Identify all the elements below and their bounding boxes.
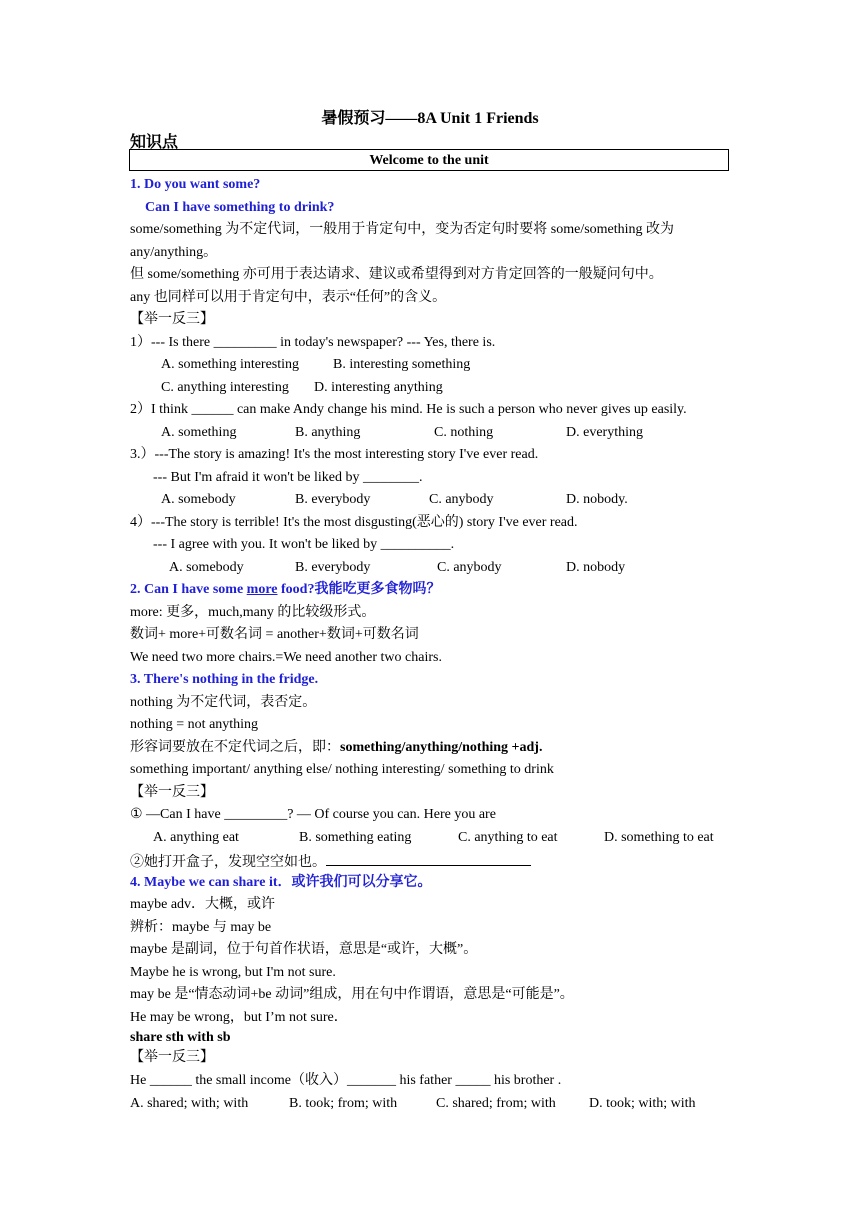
option-d: D. something to eat [604, 830, 714, 845]
point-3-text-1: nothing 为不定代词，表否定。 [130, 695, 317, 710]
point-2-heading-pre: 2. Can I have some [130, 582, 247, 597]
option-c: C. anybody [429, 492, 494, 507]
question-3-reply: --- But I'm afraid it won't be liked by ________. [153, 470, 423, 485]
point-1-heading: 1. Do you want some? [130, 177, 261, 192]
option-a: A. shared; with; with [130, 1096, 249, 1111]
question-2-text: ②她打开盒子，发现空空如也。 [130, 855, 326, 870]
point-2-heading-post: food?我能吃更多食物吗？ [277, 582, 441, 597]
option-a: A. somebody [161, 492, 236, 507]
question-1: 1）--- Is there _________ in today's newspaper? --- Yes, there is. [130, 335, 496, 350]
point-3-text-4: something important/ anything else/ nothing interesting/ something to drink [130, 762, 554, 777]
question-3: 3.）---The story is amazing! It's the most interesting story I've ever read. [130, 447, 539, 462]
option-d: D. nobody [566, 560, 626, 575]
option-b: B. everybody [295, 560, 371, 575]
option-d: D. everything [566, 425, 643, 440]
point-1-text-4: any 也同样可以用于肯定句中，表示“任何”的含义。 [130, 290, 447, 305]
option-a: A. something [161, 425, 237, 440]
point-2-heading [130, 581, 440, 599]
answer-blank [326, 851, 531, 866]
option-d: D. nobody. [566, 492, 628, 507]
option-c: C. shared; from; with [436, 1096, 556, 1111]
option-a: A. something interesting [161, 357, 300, 372]
option-d: D. interesting anything [314, 380, 443, 395]
option-b: B. something eating [299, 830, 412, 845]
option-a: A. anything eat [153, 830, 239, 845]
exercise-label: 【举一反三】 [130, 312, 214, 327]
option-c: C. anything interesting [161, 380, 289, 395]
point-4-text-3: maybe 是副词，位于句首作状语，意思是“或许，大概”。 [130, 942, 478, 957]
point-2-heading-keyword: more [246, 582, 278, 597]
point-2-text-1: more: 更多，much,many 的比较级形式。 [130, 605, 376, 620]
question-2 [130, 851, 531, 872]
point-2-text-3: We need two more chairs.=We need another two chairs. [130, 650, 442, 665]
option-c: C. anybody [437, 560, 502, 575]
point-4-text-2: 辨析：maybe 与 may be [130, 920, 272, 935]
exercise-label: 【举一反三】 [130, 1050, 214, 1065]
point-3-heading: 3. There's nothing in the fridge. [130, 672, 319, 687]
option-b: B. everybody [295, 492, 371, 507]
point-4-text-5: may be 是“情态动词+be 动词”组成，用在句中作谓语，意思是“可能是”。 [130, 987, 574, 1002]
point-4-text-1: maybe adv．大概，或许 [130, 897, 276, 912]
point-1-text-2: any/anything。 [130, 245, 218, 260]
option-b: B. anything [295, 425, 361, 440]
section-heading: 知识点 [130, 134, 179, 151]
point-3-text-3-rule: something/anything/nothing +adj. [340, 740, 543, 755]
point-1-text-3: 但 some/something 亦可用于表达请求、建议或希望得到对方肯定回答的一般疑问句中。 [130, 267, 663, 282]
exercise-label: 【举一反三】 [130, 785, 214, 800]
option-c: C. nothing [434, 425, 494, 440]
question-1: He ______ the small income（收入）_______ his father _____ his brother . [130, 1073, 562, 1088]
point-1-text-1: some/something 为不定代词，一般用于肯定句中，变为否定句时要将 some/something 改为 [130, 222, 675, 237]
option-b: B. interesting something [333, 357, 471, 372]
point-4-heading: 4. Maybe we can share it．或许我们可以分享它。 [130, 875, 432, 890]
option-c: C. anything to eat [458, 830, 558, 845]
point-4-text-6: He may be wrong，but I’m not sure． [130, 1010, 348, 1025]
question-2: 2）I think ______ can make Andy change his mind. He is such a person who never gives up easily. [130, 402, 687, 417]
question-4: 4）---The story is terrible! It's the most disgusting(恶心的) story I've ever read. [130, 515, 578, 530]
point-3-text-2: nothing = not anything [130, 717, 259, 732]
option-a: A. somebody [169, 560, 244, 575]
point-4-text-4: Maybe he is wrong, but I'm not sure. [130, 965, 336, 980]
point-1-subheading: Can I have something to drink? [145, 200, 335, 215]
unit-header-box: Welcome to the unit [129, 149, 729, 171]
question-4-reply: --- I agree with you. It won't be liked by __________. [153, 537, 455, 552]
question-1: ① —Can I have _________? — Of course you can. Here you are [130, 807, 496, 822]
point-2-text-2: 数词+ more+可数名词 = another+数词+可数名词 [130, 627, 419, 642]
option-d: D. took; with; with [589, 1096, 696, 1111]
point-3-text-3 [130, 739, 542, 757]
page-title: 暑假预习——8A Unit 1 Friends [321, 110, 539, 127]
option-b: B. took; from; with [289, 1096, 398, 1111]
point-3-text-3-pre: 形容词要放在不定代词之后，即： [130, 740, 340, 755]
point-4-phrase: share sth with sb [130, 1030, 231, 1045]
